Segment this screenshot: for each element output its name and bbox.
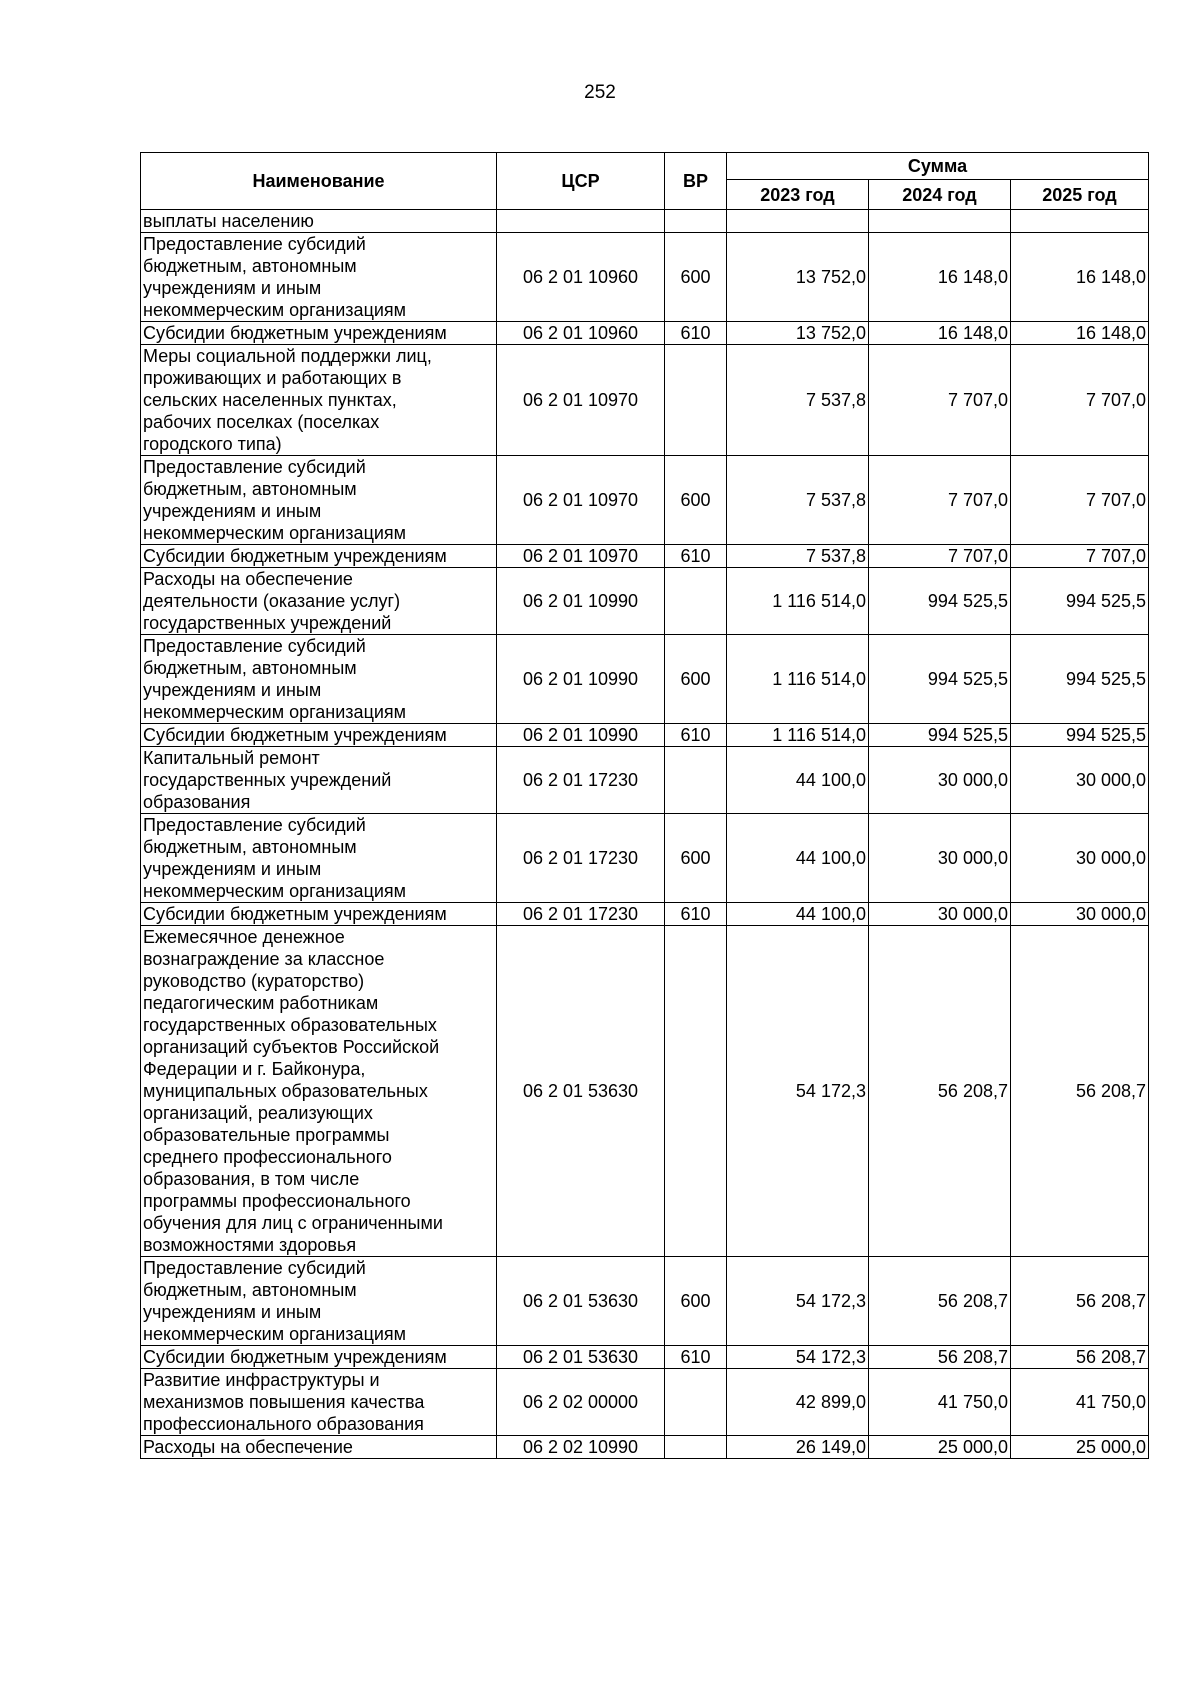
row-amount-2024: 41 750,0 — [869, 1369, 1011, 1436]
row-vr: 610 — [665, 724, 727, 747]
budget-table — [140, 152, 1149, 1459]
row-vr: 600 — [665, 814, 727, 903]
row-csr: 06 2 01 10960 — [497, 322, 665, 345]
row-amount-2024: 30 000,0 — [869, 903, 1011, 926]
row-name: Предоставление субсидий бюджетным, автономным учреждениям и иным некоммерческим организациям — [141, 456, 497, 545]
row-csr — [497, 210, 665, 233]
row-amount-2025: 30 000,0 — [1011, 747, 1149, 814]
row-amount-2023: 1 116 514,0 — [727, 724, 869, 747]
row-amount-2023: 1 116 514,0 — [727, 568, 869, 635]
row-name: Расходы на обеспечение деятельности (оказание услуг) государственных учреждений — [141, 568, 497, 635]
row-vr: 610 — [665, 545, 727, 568]
row-amount-2025: 56 208,7 — [1011, 926, 1149, 1257]
row-name: выплаты населению — [141, 210, 497, 233]
row-amount-2024: 16 148,0 — [869, 233, 1011, 322]
row-amount-2024: 56 208,7 — [869, 1346, 1011, 1369]
header-vr: ВР — [665, 153, 727, 210]
row-amount-2023: 13 752,0 — [727, 233, 869, 322]
row-amount-2024: 994 525,5 — [869, 724, 1011, 747]
header-sum: Сумма — [727, 153, 1149, 180]
row-amount-2025: 7 707,0 — [1011, 456, 1149, 545]
row-amount-2024: 30 000,0 — [869, 814, 1011, 903]
row-amount-2024: 25 000,0 — [869, 1436, 1011, 1459]
row-name: Субсидии бюджетным учреждениям — [141, 903, 497, 926]
row-amount-2023: 7 537,8 — [727, 345, 869, 456]
row-name: Субсидии бюджетным учреждениям — [141, 1346, 497, 1369]
row-name: Предоставление субсидий бюджетным, автономным учреждениям и иным некоммерческим организациям — [141, 635, 497, 724]
row-amount-2025 — [1011, 210, 1149, 233]
row-vr — [665, 926, 727, 1257]
row-name: Расходы на обеспечение — [141, 1436, 497, 1459]
row-amount-2025: 16 148,0 — [1011, 233, 1149, 322]
row-amount-2023 — [727, 210, 869, 233]
row-vr: 610 — [665, 1346, 727, 1369]
row-name: Предоставление субсидий бюджетным, автономным учреждениям и иным некоммерческим организациям — [141, 1257, 497, 1346]
row-vr: 600 — [665, 1257, 727, 1346]
row-amount-2025: 56 208,7 — [1011, 1346, 1149, 1369]
row-csr: 06 2 01 53630 — [497, 926, 665, 1257]
row-amount-2024: 56 208,7 — [869, 1257, 1011, 1346]
row-amount-2023: 26 149,0 — [727, 1436, 869, 1459]
table-row — [141, 926, 1149, 1257]
row-amount-2025: 25 000,0 — [1011, 1436, 1149, 1459]
table-row — [141, 1436, 1149, 1459]
row-vr: 600 — [665, 233, 727, 322]
row-amount-2023: 13 752,0 — [727, 322, 869, 345]
row-vr — [665, 1369, 727, 1436]
row-amount-2024 — [869, 210, 1011, 233]
page-number: 252 — [584, 82, 616, 103]
table-row — [141, 903, 1149, 926]
row-name: Меры социальной поддержки лиц, проживающих и работающих в сельских населенных пунктах, рабочих поселках (поселках городского типа) — [141, 345, 497, 456]
table-row — [141, 568, 1149, 635]
row-amount-2023: 44 100,0 — [727, 903, 869, 926]
row-vr — [665, 345, 727, 456]
table-row — [141, 814, 1149, 903]
row-name: Предоставление субсидий бюджетным, автономным учреждениям и иным некоммерческим организациям — [141, 233, 497, 322]
header-csr: ЦСР — [497, 153, 665, 210]
header-name: Наименование — [141, 153, 497, 210]
table-row — [141, 233, 1149, 322]
row-amount-2025: 30 000,0 — [1011, 903, 1149, 926]
row-csr: 06 2 01 10970 — [497, 545, 665, 568]
row-csr: 06 2 01 17230 — [497, 814, 665, 903]
row-amount-2023: 54 172,3 — [727, 926, 869, 1257]
table-row — [141, 1369, 1149, 1436]
row-csr: 06 2 01 53630 — [497, 1257, 665, 1346]
row-csr: 06 2 01 17230 — [497, 903, 665, 926]
row-amount-2024: 7 707,0 — [869, 545, 1011, 568]
row-amount-2025: 994 525,5 — [1011, 635, 1149, 724]
row-name: Ежемесячное денежное вознаграждение за классное руководство (кураторство) педагогическим работникам государственных образовательных организаций субъектов Российской Федерации и г. Байконура, муниципальных образовательных организаций, реализующих образовательные программы среднего профессионального образования, в том числе программы профессионального обучения для лиц с ограниченными возможностями здоровья — [141, 926, 497, 1257]
row-name: Капитальный ремонт государственных учреждений образования — [141, 747, 497, 814]
row-vr: 600 — [665, 456, 727, 545]
row-name: Субсидии бюджетным учреждениям — [141, 545, 497, 568]
table-row — [141, 345, 1149, 456]
table-row — [141, 747, 1149, 814]
row-name: Предоставление субсидий бюджетным, автономным учреждениям и иным некоммерческим организациям — [141, 814, 497, 903]
row-amount-2023: 44 100,0 — [727, 814, 869, 903]
table-body — [141, 210, 1149, 1459]
row-amount-2025: 56 208,7 — [1011, 1257, 1149, 1346]
row-amount-2023: 1 116 514,0 — [727, 635, 869, 724]
row-name: Субсидии бюджетным учреждениям — [141, 724, 497, 747]
row-amount-2023: 7 537,8 — [727, 545, 869, 568]
row-amount-2023: 44 100,0 — [727, 747, 869, 814]
row-vr — [665, 568, 727, 635]
row-csr: 06 2 01 10990 — [497, 724, 665, 747]
row-csr: 06 2 02 10990 — [497, 1436, 665, 1459]
table-row — [141, 635, 1149, 724]
row-csr: 06 2 01 10960 — [497, 233, 665, 322]
header-year-2025: 2025 год — [1011, 180, 1149, 210]
row-csr: 06 2 01 10970 — [497, 345, 665, 456]
row-amount-2023: 7 537,8 — [727, 456, 869, 545]
row-amount-2024: 16 148,0 — [869, 322, 1011, 345]
row-csr: 06 2 01 10990 — [497, 568, 665, 635]
row-vr: 610 — [665, 903, 727, 926]
row-amount-2024: 56 208,7 — [869, 926, 1011, 1257]
table-row — [141, 1257, 1149, 1346]
row-amount-2024: 30 000,0 — [869, 747, 1011, 814]
row-vr: 600 — [665, 635, 727, 724]
row-amount-2024: 994 525,5 — [869, 635, 1011, 724]
row-name: Субсидии бюджетным учреждениям — [141, 322, 497, 345]
row-amount-2025: 994 525,5 — [1011, 724, 1149, 747]
table-row — [141, 1346, 1149, 1369]
row-vr — [665, 210, 727, 233]
row-csr: 06 2 01 10970 — [497, 456, 665, 545]
table-row — [141, 322, 1149, 345]
row-vr — [665, 747, 727, 814]
table-row — [141, 724, 1149, 747]
row-amount-2023: 54 172,3 — [727, 1346, 869, 1369]
table-row — [141, 210, 1149, 233]
row-amount-2025: 7 707,0 — [1011, 545, 1149, 568]
row-name: Развитие инфраструктуры и механизмов повышения качества профессионального образования — [141, 1369, 497, 1436]
row-csr: 06 2 01 10990 — [497, 635, 665, 724]
row-amount-2025: 16 148,0 — [1011, 322, 1149, 345]
row-amount-2025: 41 750,0 — [1011, 1369, 1149, 1436]
row-vr — [665, 1436, 727, 1459]
table-row — [141, 545, 1149, 568]
row-amount-2025: 994 525,5 — [1011, 568, 1149, 635]
row-csr: 06 2 01 53630 — [497, 1346, 665, 1369]
row-amount-2025: 30 000,0 — [1011, 814, 1149, 903]
row-vr: 610 — [665, 322, 727, 345]
row-amount-2023: 42 899,0 — [727, 1369, 869, 1436]
header-year-2024: 2024 год — [869, 180, 1011, 210]
row-amount-2024: 7 707,0 — [869, 345, 1011, 456]
row-amount-2023: 54 172,3 — [727, 1257, 869, 1346]
row-amount-2024: 994 525,5 — [869, 568, 1011, 635]
row-csr: 06 2 02 00000 — [497, 1369, 665, 1436]
row-amount-2024: 7 707,0 — [869, 456, 1011, 545]
header-year-2023: 2023 год — [727, 180, 869, 210]
row-amount-2025: 7 707,0 — [1011, 345, 1149, 456]
row-csr: 06 2 01 17230 — [497, 747, 665, 814]
table-row — [141, 456, 1149, 545]
